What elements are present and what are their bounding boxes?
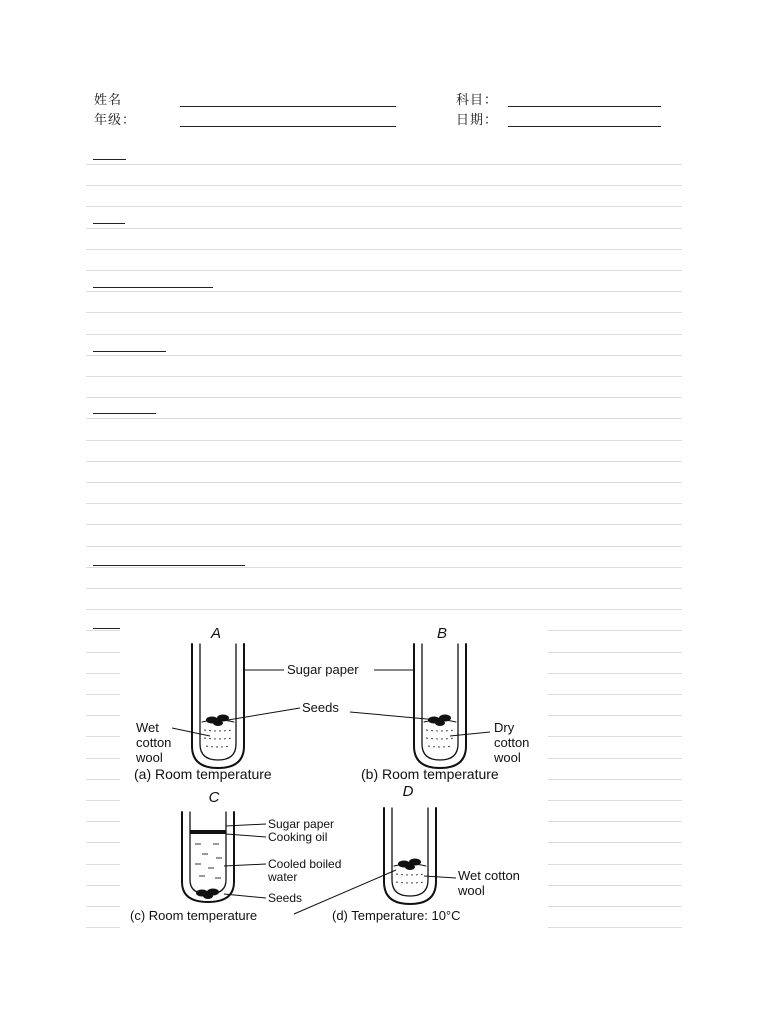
ruled-line	[86, 291, 682, 292]
ruled-line	[86, 567, 682, 568]
ruled-line	[86, 270, 682, 271]
tube-a	[192, 644, 244, 768]
ruled-line	[86, 588, 682, 589]
subject-label: 科目：	[456, 93, 499, 108]
tube-letter-a: A	[210, 625, 222, 642]
grade-field-line[interactable]	[180, 126, 396, 127]
label-seeds-top: Seeds	[302, 700, 339, 715]
tube-letter-b: B	[436, 625, 448, 642]
name-label: 姓名	[94, 93, 123, 108]
grade-label: 年级：	[94, 113, 137, 128]
ruled-line	[86, 546, 682, 547]
germination-experiment-diagram	[120, 622, 548, 928]
caption-a: (a) Room temperature	[134, 766, 272, 782]
label-cooled-water-2: water	[268, 870, 298, 884]
section-mark	[93, 351, 166, 352]
label-wet-cotton-a-2: cotton	[136, 735, 172, 750]
ruled-line	[86, 228, 682, 229]
section-mark	[93, 287, 213, 288]
ruled-line	[86, 334, 682, 335]
ruled-line	[86, 206, 682, 207]
subject-field-line[interactable]	[508, 106, 661, 107]
section-mark	[93, 565, 245, 566]
ruled-line	[86, 185, 682, 186]
label-sugar-paper-top: Sugar paper	[287, 662, 359, 677]
water-dashes	[195, 844, 222, 878]
label-wet-cotton-a-1: Wet	[136, 720, 159, 735]
label-dry-cotton-1: Dry	[494, 720, 515, 735]
section-mark	[93, 159, 126, 160]
label-wet-cotton-d-1: Wet cotton	[458, 868, 520, 883]
date-field-line[interactable]	[508, 126, 661, 127]
ruled-line	[86, 418, 682, 419]
ruled-line	[86, 164, 682, 165]
tube-d	[384, 808, 436, 904]
tube-b	[414, 644, 466, 768]
label-wet-cotton-d-2: wool	[458, 883, 485, 898]
label-seeds-c: Seeds	[268, 891, 303, 905]
label-sugar-paper-c: Sugar paper	[268, 817, 335, 831]
ruled-line	[86, 461, 682, 462]
label-wet-cotton-a-3: wool	[136, 750, 163, 765]
ruled-line	[86, 503, 682, 504]
cooking-oil-layer	[190, 830, 226, 834]
label-cooking-oil: Cooking oil	[268, 830, 328, 844]
caption-d: (d) Temperature: 10°C	[332, 908, 461, 923]
ruled-line	[86, 482, 682, 483]
section-mark	[93, 413, 156, 414]
name-field-line[interactable]	[180, 106, 396, 107]
tube-letter-d: D	[402, 783, 414, 800]
label-cooled-water-1: Cooled boiled	[268, 857, 342, 871]
label-dry-cotton-2: cotton	[494, 735, 530, 750]
tube-letter-c: C	[208, 789, 220, 806]
ruled-line	[86, 440, 682, 441]
ruled-line	[86, 249, 682, 250]
ruled-line	[86, 397, 682, 398]
label-dry-cotton-3: wool	[494, 750, 521, 765]
caption-c: (c) Room temperature	[130, 908, 258, 923]
ruled-line	[86, 376, 682, 377]
ruled-line	[86, 355, 682, 356]
ruled-line	[86, 609, 682, 610]
date-label: 日期：	[456, 113, 499, 128]
caption-b: (b) Room temperature	[361, 766, 499, 782]
section-mark	[93, 223, 125, 224]
ruled-line	[86, 312, 682, 313]
ruled-line	[86, 524, 682, 525]
